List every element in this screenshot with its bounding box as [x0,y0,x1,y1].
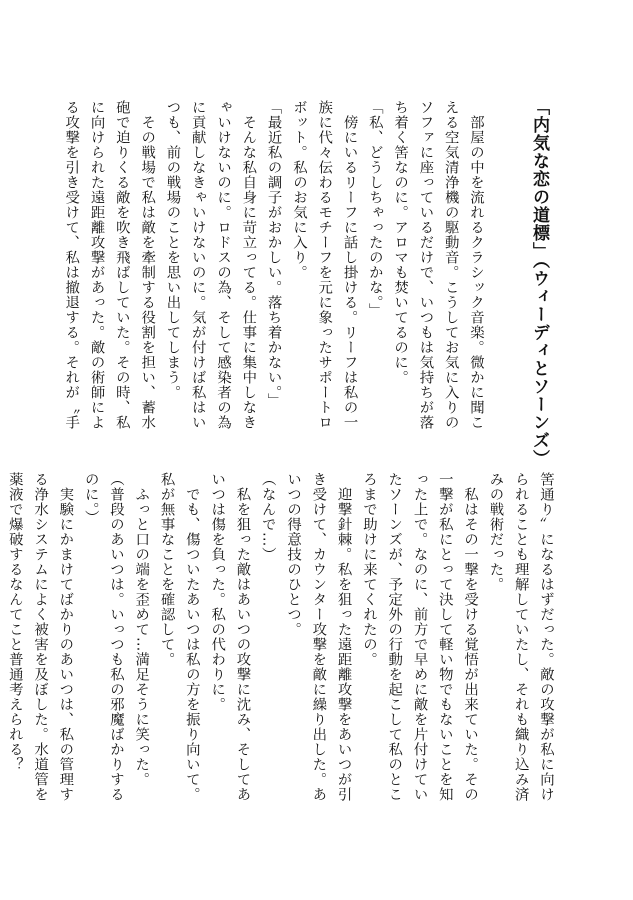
text-line: 一撃が私にとって決して軽い物でもないことを知 [436,472,453,802]
text-line: られることも理解していたし、それも織り込み済 [512,472,529,802]
text-line: たソーンズが、予定外の行動を起こして私のとこ [386,472,403,802]
text-line: その戦場で私は敵を牽制する役割を担い、蓄水 [139,100,156,430]
text-line: ふっと口の端を歪めて…満足そうに笑った。 [133,472,150,787]
text-line: いつの得意技のひとつ。 [285,472,302,637]
text-line: る浄水システムによく被害を及ぼした。水道管を [32,472,49,802]
text-line: 「最近私の調子がおかしい。落ち着かない。」 [265,100,282,408]
text-line: に向けられた遠距離攻撃があった。敵の術師によ [88,100,105,430]
text-line: そんな私自身に苛立ってる。仕事に集中しなき [240,100,257,430]
text-line: 「私、どうしちゃったのかな。」 [366,100,383,318]
text-line: 部屋の中を流れるクラシック音楽。微かに聞こ [468,100,484,430]
text-line: える空気清浄機の駆動音。こうしてお気に入りの [442,100,459,430]
text-line: いつは傷を負った。私の代わりに。 [209,472,226,712]
text-line: のに。） [82,472,99,525]
text-line: ボット。私のお気に入り。 [290,100,307,280]
text-line: った上で。なのに、前方で早めに敵を片付けてい [411,472,428,802]
text-line: 迎撃針棘。私を狙った遠距離攻撃をあいつが引 [335,472,352,802]
text-line: ソファに座っているだけで、いつもは気持ちが落 [417,100,434,430]
text-line: でも、傷ついたあいつは私の方を振り向いて。 [183,472,200,802]
text-line: る攻撃を引き受けて、私は撤退する。それが〝手 [63,100,80,430]
text-line: 私を狙った敵はあいつの攻撃に沈み、そしてあ [234,472,251,802]
text-line: みの戦術だった。 [487,472,504,592]
text-line: ろまで助けに来てくれたの。 [360,472,377,667]
text-line: 族に代々伝わるモチーフを元に象ったサポートロ [316,100,333,430]
text-line: つも、前の戦場のことを思い出してしまう。 [164,100,181,400]
text-line: （なんで…） [259,472,276,562]
text-line: ち着く筈なのに。アロマも焚いてるのに。 [392,100,409,385]
lower-text-block [6,472,558,817]
text-line: 私が無事なことを確認して。 [158,472,175,667]
text-line: 傍にいるリーフに話し掛ける。リーフは私の一 [341,100,358,430]
text-line: 実験にかまけてばかりのあいつは、私の管理す [57,472,74,802]
text-line: 砲で迫りくる敵を吹き飛ばしていた。その時、私 [113,100,130,430]
text-line: 私はその一撃を受ける覚悟が出来ていた。その [462,472,479,802]
text-line: 薬液で爆破するなんてこと普通考えられる？ [6,472,23,772]
text-line: （普段のあいつは。いっつも私の邪魔ばかりする [107,472,124,802]
text-line: ゃいけないのに。ロドスの為、そして感染者の為 [215,100,232,430]
text-line: 筈通り〟になるはずだった。敵の攻撃が私に向け [538,472,554,802]
text-line: き受けて、カウンター攻撃を敵に繰り出した。あ [310,472,327,802]
story-title: 「内気な恋の道標」（ウィーディとソーンズ） [529,98,549,468]
text-line: に貢献しなきゃいけないのに。気が付けば私はい [189,100,206,430]
upper-text-block [63,100,488,465]
